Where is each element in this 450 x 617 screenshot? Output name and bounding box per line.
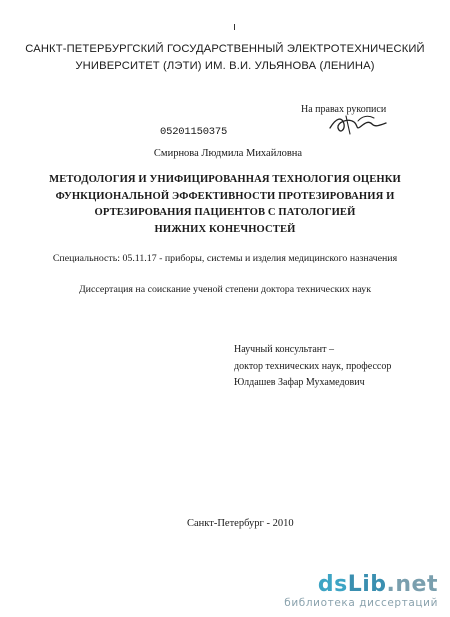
handwritten-signature	[328, 112, 388, 138]
scan-mark	[234, 24, 235, 30]
university-name-line2: УНИВЕРСИТЕТ (ЛЭТИ) ИМ. В.И. УЛЬЯНОВА (ЛЕНИНА)	[75, 60, 375, 72]
logo-lib: Lib	[347, 572, 387, 597]
degree-line: Диссертация на соискание ученой степени доктора технических наук	[78, 284, 372, 295]
dslib-logo	[284, 574, 438, 596]
manuscript-rights-note: На правах рукописи	[301, 104, 387, 115]
consultant-degree: доктор технических наук, профессор	[234, 361, 392, 372]
watermark-subtitle: библиотека диссертаций	[284, 597, 438, 609]
author-name: Смирнова Людмила Михайловна	[153, 148, 303, 159]
dissertation-title-line4: НИЖНИХ КОНЕЧНОСТЕЙ	[154, 224, 296, 235]
dissertation-title-line1: МЕТОДОЛОГИЯ И УНИФИЦИРОВАННАЯ ТЕХНОЛОГИЯ ОЦЕНКИ	[49, 174, 401, 185]
city-and-year: Санкт-Петербург - 2010	[187, 518, 294, 529]
consultant-label: Научный консультант –	[234, 344, 334, 355]
registration-code: 05201150375	[160, 126, 228, 138]
specialty-line: Специальность: 05.11.17 - приборы, системы и изделия медицинского назначения	[52, 253, 398, 264]
dissertation-title-line3: ОРТЕЗИРОВАНИЯ ПАЦИЕНТОВ С ПАТОЛОГИЕЙ	[94, 207, 356, 218]
logo-ds: ds	[317, 572, 348, 597]
dslib-watermark	[284, 574, 438, 609]
logo-net: .net	[386, 572, 438, 597]
consultant-name: Юлдашев Зафар Мухамедович	[234, 377, 365, 388]
dissertation-title-line2: ФУНКЦИОНАЛЬНОЙ ЭФФЕКТИВНОСТИ ПРОТЕЗИРОВАНИЯ И	[55, 191, 395, 202]
university-name-line1: САНКТ-ПЕТЕРБУРГСКИЙ ГОСУДАРСТВЕННЫЙ ЭЛЕКТРОТЕХНИЧЕСКИЙ	[25, 43, 425, 55]
